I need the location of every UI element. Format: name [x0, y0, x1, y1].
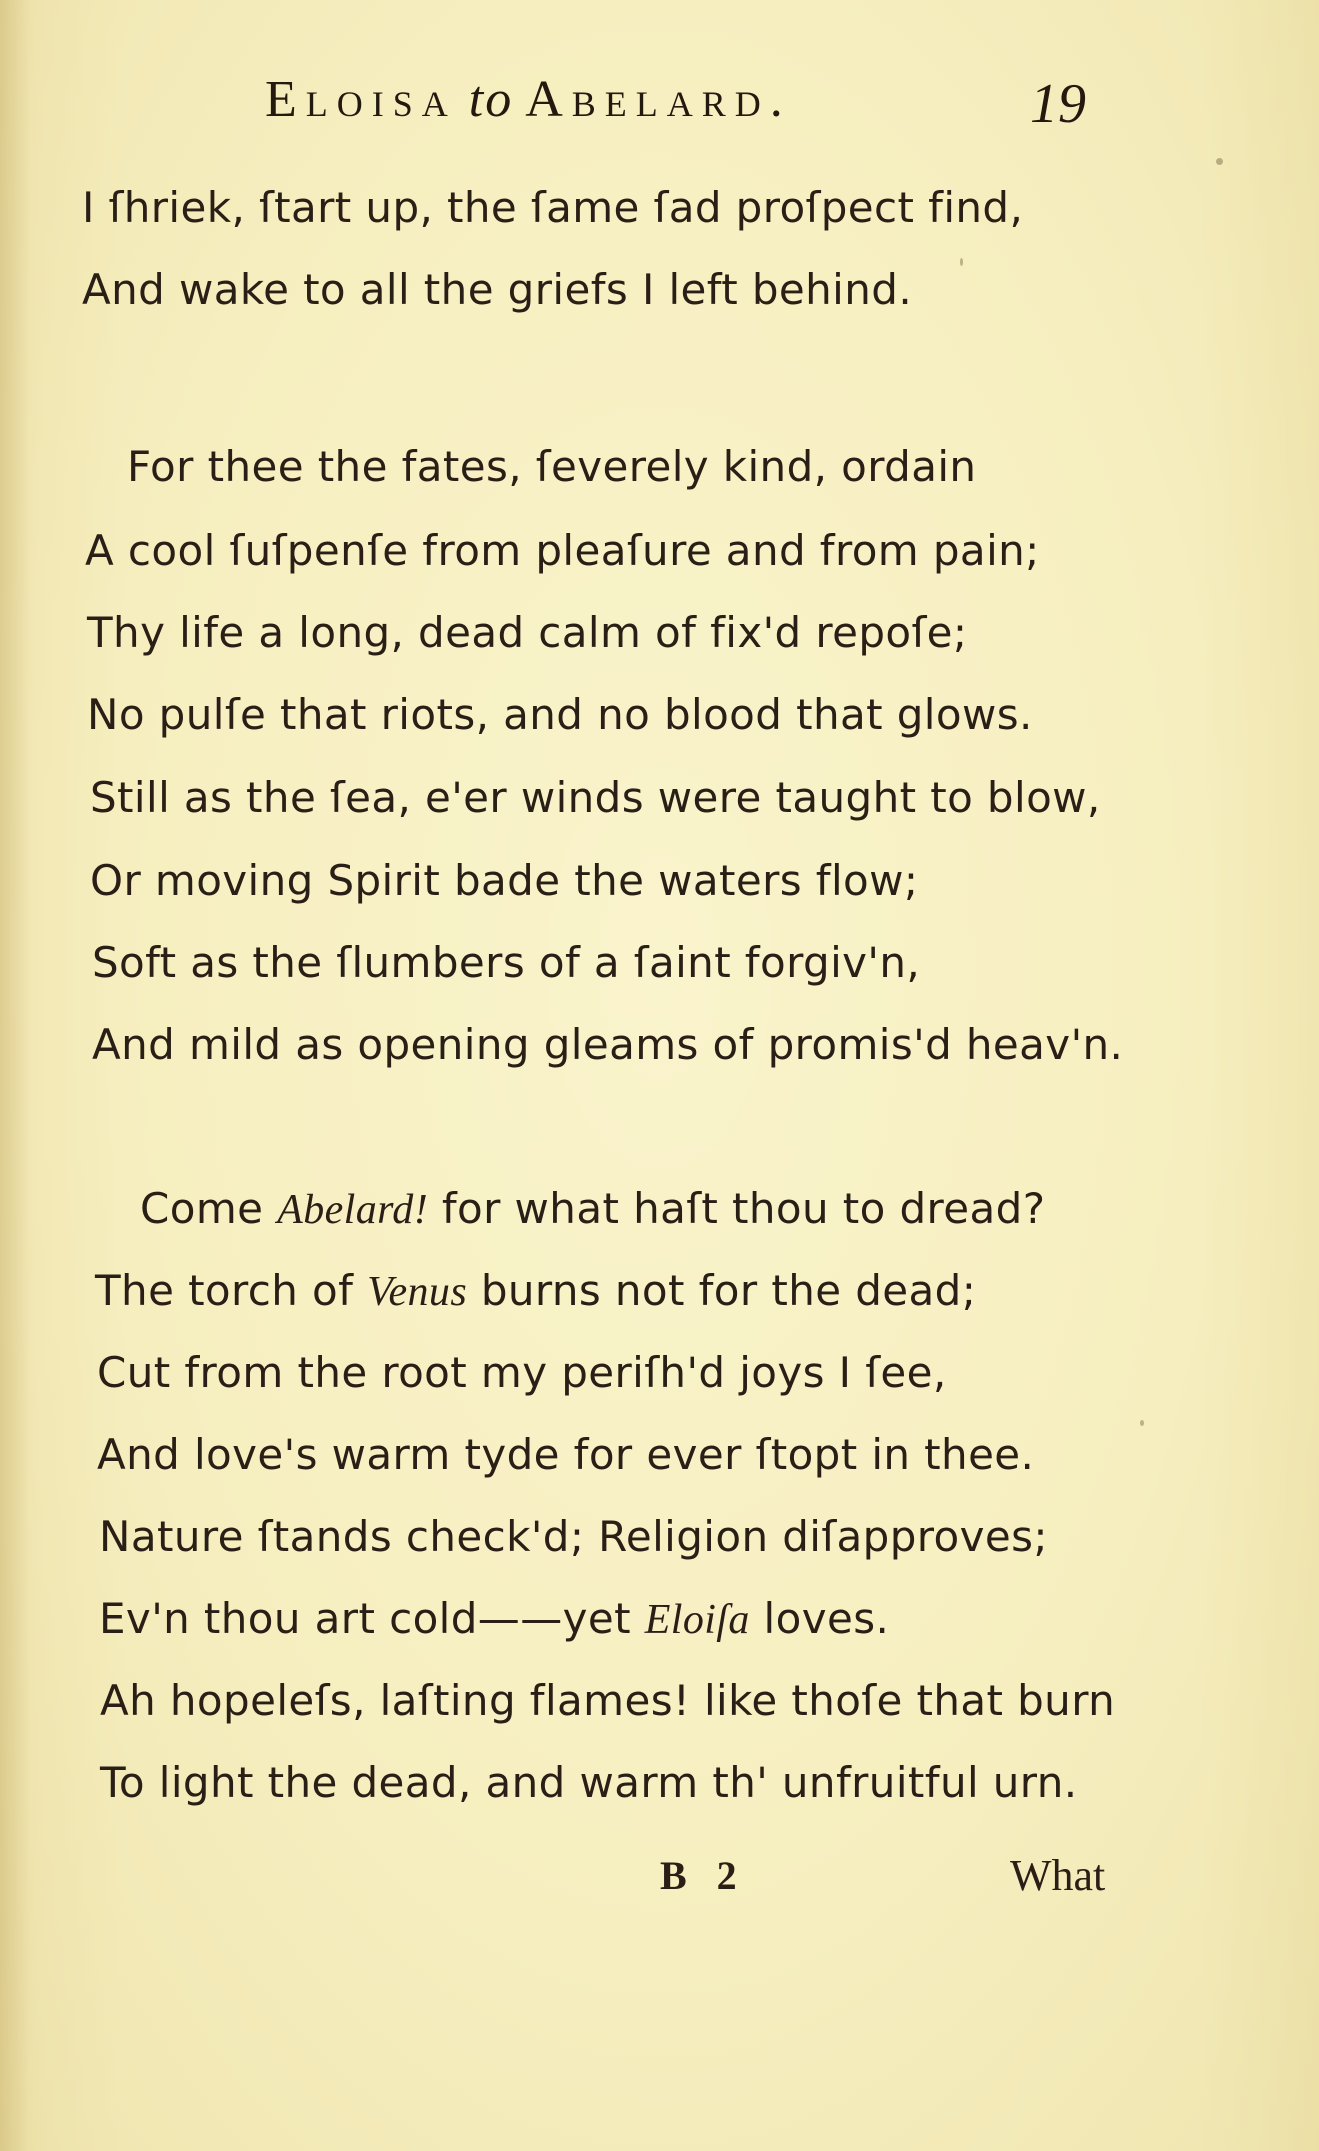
poem-line: Nature ſtands check'd; Religion diſapproves;	[99, 1512, 1048, 1561]
line-text: Ev'n thou art cold——yet	[99, 1594, 645, 1643]
poem-line: And wake to all the griefs I left behind.	[82, 265, 913, 314]
title-mid: to	[468, 71, 514, 128]
poem-line: Or moving Spirit bade the waters flow;	[90, 856, 919, 905]
line-text: loves.	[749, 1594, 890, 1643]
signature-mark: B 2	[660, 1853, 747, 1898]
running-title	[265, 70, 792, 129]
title-start: Eloisa	[265, 71, 457, 128]
line-text: burns not for the dead;	[467, 1266, 977, 1315]
poem-line: Soft as the ſlumbers of a ſaint forgiv'n,	[92, 938, 921, 987]
poem-line: Thy life a long, dead calm of fix'd repoſe;	[87, 608, 968, 657]
poem-line: And love's warm tyde for ever ſtopt in thee.	[97, 1430, 1035, 1479]
poem-line: And mild as opening gleams of promis'd heav'n.	[92, 1020, 1124, 1069]
page-number: 19	[1030, 73, 1086, 135]
poem-line: A cool ſuſpenſe from pleaſure and from pain;	[85, 526, 1040, 575]
page-header	[0, 70, 1319, 150]
gutter-shadow	[0, 0, 30, 2151]
poem-line: Cut from the root my periſh'd joys I ſee,	[97, 1348, 947, 1397]
line-text: Come	[140, 1184, 278, 1233]
poem-line: Still as the ſea, e'er winds were taught to blow,	[90, 773, 1101, 822]
paper-speck	[960, 258, 963, 266]
line-text: for what haſt thou to dread?	[428, 1184, 1046, 1233]
paper-speck	[1140, 1420, 1144, 1426]
title-end: Abelard.	[525, 71, 792, 128]
paper-speck	[1216, 158, 1223, 165]
proper-name: Venus	[367, 1269, 468, 1315]
poem-line: I ſhriek, ſtart up, the ſame ſad proſpect find,	[82, 183, 1024, 232]
proper-name: Eloiſa	[644, 1597, 750, 1643]
poem-line: No pulſe that riots, and no blood that glows.	[87, 690, 1033, 739]
poem-line	[140, 1184, 1045, 1234]
poem-line: Ah hopeleſs, laſting flames! like thoſe that burn	[100, 1676, 1116, 1725]
catchword: What	[1010, 1851, 1106, 1900]
line-text: The torch of	[95, 1266, 368, 1315]
poem-line	[99, 1594, 889, 1644]
poem-line: To light the dead, and warm th' unfruitful urn.	[100, 1758, 1078, 1807]
proper-name: Abelard!	[277, 1187, 429, 1233]
poem-line: For thee the fates, ſeverely kind, ordain	[127, 442, 977, 491]
poem-line	[95, 1266, 976, 1316]
